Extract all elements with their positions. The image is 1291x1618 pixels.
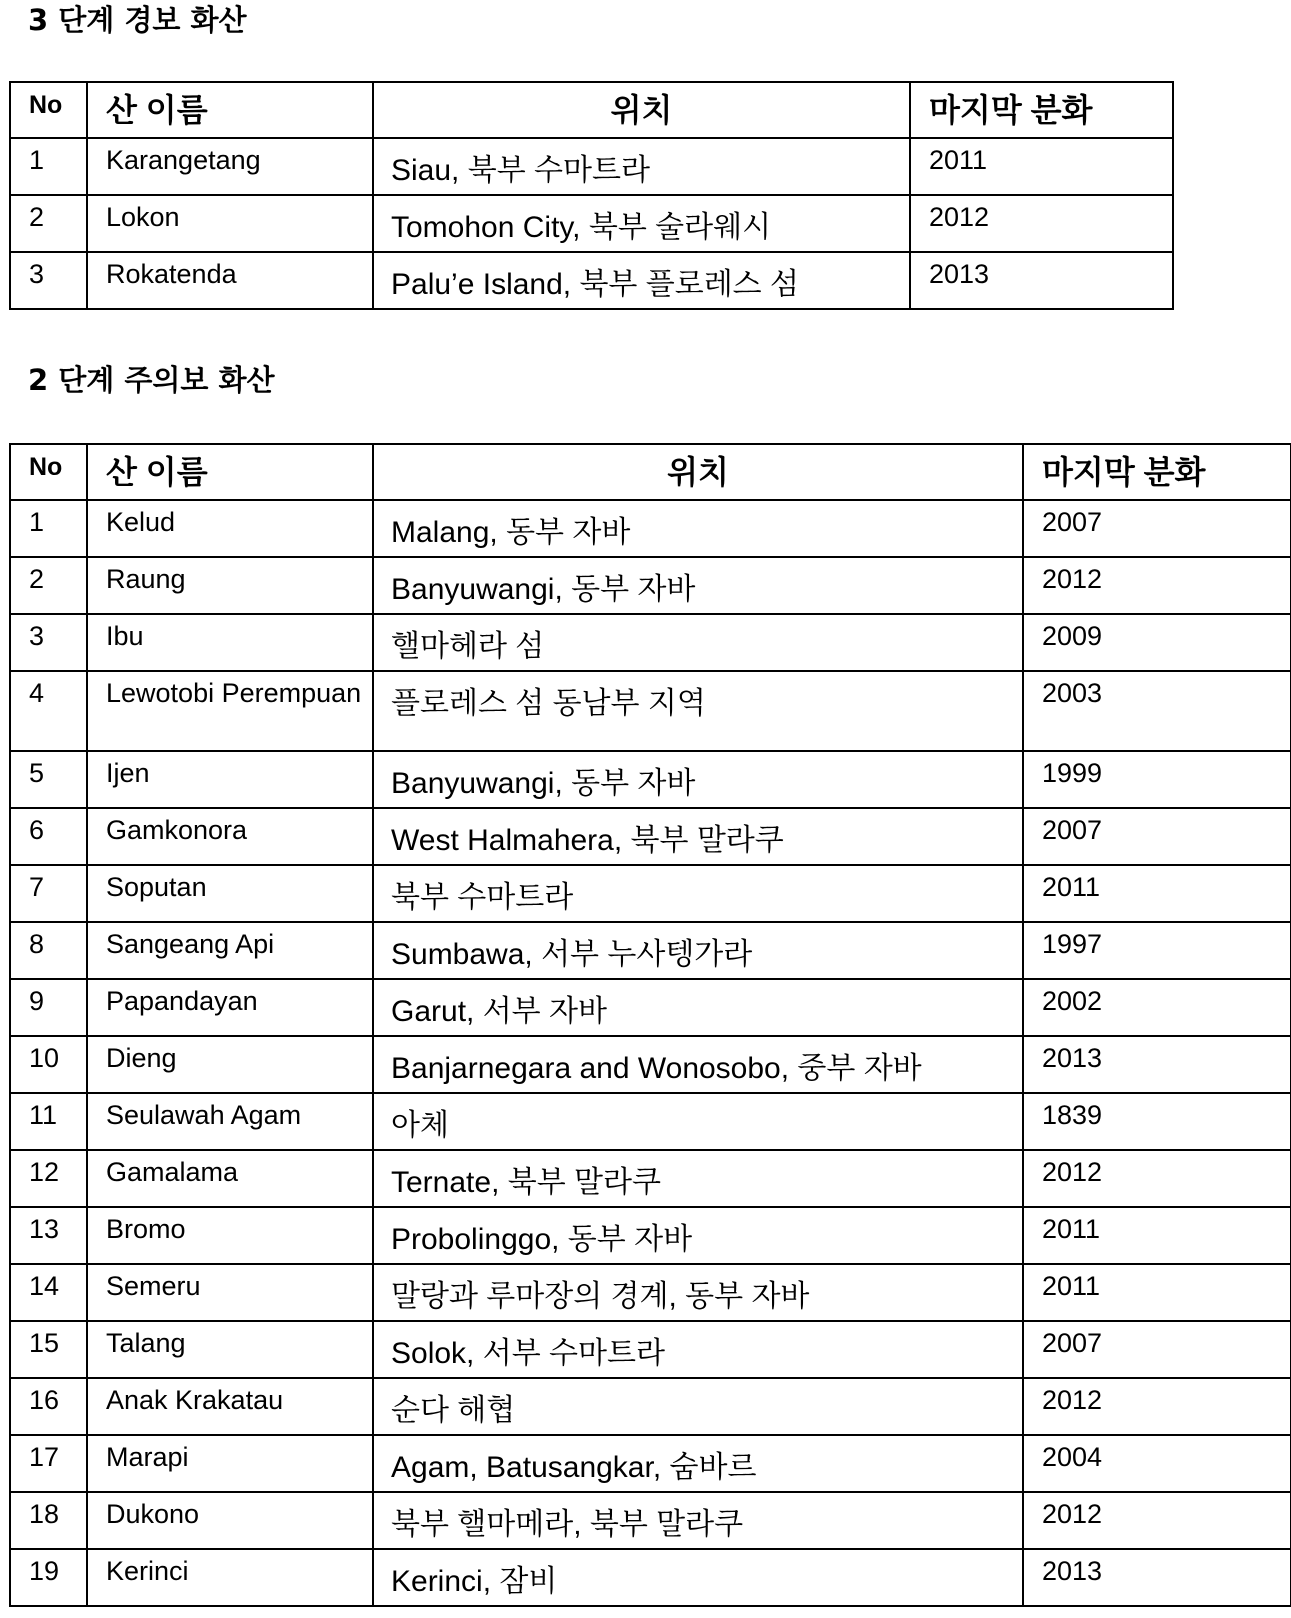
mountain-name: Gamkonora	[87, 808, 373, 865]
location: Garut, 서부 자바	[373, 979, 1023, 1036]
mountain-name: Talang	[87, 1321, 373, 1378]
header-last-eruption: 마지막 분화	[1023, 444, 1291, 500]
mountain-name: Gamalama	[87, 1150, 373, 1207]
location: 북부 수마트라	[373, 865, 1023, 922]
last-eruption-year: 2012	[1023, 1150, 1291, 1207]
mountain-name: Raung	[87, 557, 373, 614]
row-number: 15	[10, 1321, 87, 1378]
level3-table-body	[10, 138, 1173, 309]
mountain-name: Anak Krakatau	[87, 1378, 373, 1435]
table-row	[10, 1093, 1291, 1150]
row-number: 3	[10, 614, 87, 671]
location: West Halmahera, 북부 말라쿠	[373, 808, 1023, 865]
row-number: 4	[10, 671, 87, 751]
row-number: 1	[10, 138, 87, 195]
location: Banjarnegara and Wonosobo, 중부 자바	[373, 1036, 1023, 1093]
last-eruption-year: 2013	[910, 252, 1173, 309]
level2-section-title: 2 단계 주의보 화산	[28, 363, 275, 397]
last-eruption-year: 1839	[1023, 1093, 1291, 1150]
last-eruption-year: 1997	[1023, 922, 1291, 979]
mountain-name: Rokatenda	[87, 252, 373, 309]
table-header-row	[10, 82, 1173, 138]
location: Sumbawa, 서부 누사텡가라	[373, 922, 1023, 979]
location: Banyuwangi, 동부 자바	[373, 557, 1023, 614]
table-row	[10, 1150, 1291, 1207]
row-number: 10	[10, 1036, 87, 1093]
row-number: 2	[10, 557, 87, 614]
last-eruption-year: 2007	[1023, 808, 1291, 865]
table-row	[10, 1549, 1291, 1606]
table-row	[10, 751, 1291, 808]
last-eruption-year: 2003	[1023, 671, 1291, 751]
table-row	[10, 1264, 1291, 1321]
mountain-name: Lewotobi Perempuan	[87, 671, 373, 751]
location: Agam, Batusangkar, 숨바르	[373, 1435, 1023, 1492]
row-number: 2	[10, 195, 87, 252]
header-location: 위치	[373, 82, 910, 138]
row-number: 8	[10, 922, 87, 979]
table-row	[10, 252, 1173, 309]
table-row	[10, 195, 1173, 252]
location: Palu’e Island, 북부 플로레스 섬	[373, 252, 910, 309]
row-number: 19	[10, 1549, 87, 1606]
row-number: 17	[10, 1435, 87, 1492]
level3-section-title: 3 단계 경보 화산	[28, 3, 247, 37]
header-no: No	[10, 444, 87, 500]
row-number: 6	[10, 808, 87, 865]
location: Banyuwangi, 동부 자바	[373, 751, 1023, 808]
row-number: 5	[10, 751, 87, 808]
mountain-name: Kerinci	[87, 1549, 373, 1606]
table-row	[10, 557, 1291, 614]
table-row	[10, 138, 1173, 195]
last-eruption-year: 2004	[1023, 1435, 1291, 1492]
table-row	[10, 979, 1291, 1036]
mountain-name: Lokon	[87, 195, 373, 252]
table-row	[10, 1036, 1291, 1093]
location: 핼마헤라 섬	[373, 614, 1023, 671]
header-mountain-name: 산 이름	[87, 82, 373, 138]
level2-table-body	[10, 500, 1291, 1606]
row-number: 14	[10, 1264, 87, 1321]
mountain-name: Seulawah Agam	[87, 1093, 373, 1150]
last-eruption-year: 2012	[1023, 1378, 1291, 1435]
location: 북부 핼마메라, 북부 말라쿠	[373, 1492, 1023, 1549]
location: Malang, 동부 자바	[373, 500, 1023, 557]
location: Probolinggo, 동부 자바	[373, 1207, 1023, 1264]
header-last-eruption: 마지막 분화	[910, 82, 1173, 138]
last-eruption-year: 2007	[1023, 500, 1291, 557]
last-eruption-year: 2009	[1023, 614, 1291, 671]
mountain-name: Marapi	[87, 1435, 373, 1492]
mountain-name: Papandayan	[87, 979, 373, 1036]
mountain-name: Karangetang	[87, 138, 373, 195]
row-number: 9	[10, 979, 87, 1036]
last-eruption-year: 2011	[1023, 865, 1291, 922]
level3-volcano-table	[9, 81, 1174, 310]
mountain-name: Ijen	[87, 751, 373, 808]
table-row	[10, 1492, 1291, 1549]
mountain-name: Sangeang Api	[87, 922, 373, 979]
table-row	[10, 671, 1291, 751]
table-row	[10, 1378, 1291, 1435]
row-number: 3	[10, 252, 87, 309]
mountain-name: Semeru	[87, 1264, 373, 1321]
table-row	[10, 1207, 1291, 1264]
table-header-row	[10, 444, 1291, 500]
table-row	[10, 1435, 1291, 1492]
row-number: 7	[10, 865, 87, 922]
row-number: 16	[10, 1378, 87, 1435]
table-row	[10, 865, 1291, 922]
mountain-name: Bromo	[87, 1207, 373, 1264]
last-eruption-year: 2002	[1023, 979, 1291, 1036]
last-eruption-year: 2013	[1023, 1549, 1291, 1606]
last-eruption-year: 2012	[910, 195, 1173, 252]
location: Tomohon City, 북부 술라웨시	[373, 195, 910, 252]
last-eruption-year: 2011	[910, 138, 1173, 195]
table-row	[10, 922, 1291, 979]
header-location: 위치	[373, 444, 1023, 500]
header-mountain-name: 산 이름	[87, 444, 373, 500]
last-eruption-year: 2013	[1023, 1036, 1291, 1093]
location: Solok, 서부 수마트라	[373, 1321, 1023, 1378]
mountain-name: Kelud	[87, 500, 373, 557]
last-eruption-year: 2012	[1023, 1492, 1291, 1549]
row-number: 13	[10, 1207, 87, 1264]
row-number: 11	[10, 1093, 87, 1150]
location: 말랑과 루마장의 경계, 동부 자바	[373, 1264, 1023, 1321]
mountain-name: Dieng	[87, 1036, 373, 1093]
location: Siau, 북부 수마트라	[373, 138, 910, 195]
last-eruption-year: 2011	[1023, 1264, 1291, 1321]
last-eruption-year: 2011	[1023, 1207, 1291, 1264]
table-row	[10, 500, 1291, 557]
last-eruption-year: 2007	[1023, 1321, 1291, 1378]
table-row	[10, 1321, 1291, 1378]
row-number: 12	[10, 1150, 87, 1207]
location: 순다 해협	[373, 1378, 1023, 1435]
row-number: 18	[10, 1492, 87, 1549]
location: 아체	[373, 1093, 1023, 1150]
row-number: 1	[10, 500, 87, 557]
location: Kerinci, 잠비	[373, 1549, 1023, 1606]
mountain-name: Soputan	[87, 865, 373, 922]
location: 플로레스 섬 동남부 지역	[373, 671, 1023, 751]
level2-volcano-table	[9, 443, 1291, 1607]
header-no: No	[10, 82, 87, 138]
table-row	[10, 614, 1291, 671]
mountain-name: Dukono	[87, 1492, 373, 1549]
last-eruption-year: 1999	[1023, 751, 1291, 808]
last-eruption-year: 2012	[1023, 557, 1291, 614]
table-row	[10, 808, 1291, 865]
location: Ternate, 북부 말라쿠	[373, 1150, 1023, 1207]
mountain-name: Ibu	[87, 614, 373, 671]
